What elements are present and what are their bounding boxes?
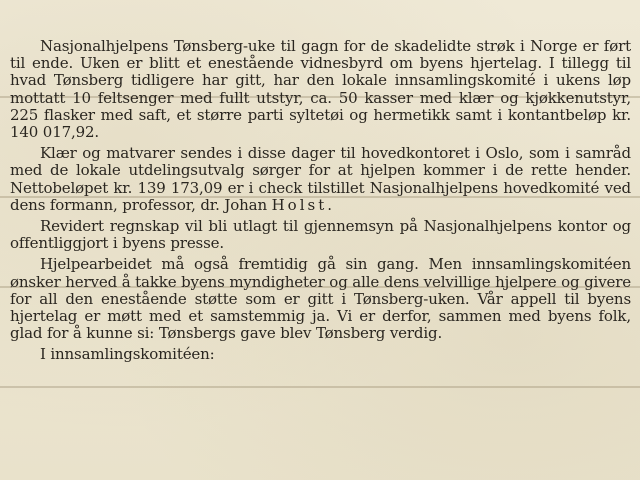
paragraph-thanks: Hjelpearbeidet må også fremtidig gå sin gang. Men innsamlingskomitéen ønsker herved å takke byens myndigheter og alle dens velvillige hjelpere og givere for all den enestående støtte som er gitt i Tønsberg-uken. Vår appell til byens hjertelag er møtt med et samstemmig ja. Vi er derfor, sammen med byens folk, glad for å kunne si: Tønsbergs gave blev Tønsberg verdig. [10,255,631,343]
paragraph-audited-accounts: Revidert regnskap vil bli utlagt til gjennemsyn på Nasjonalhjelpens kontor og offentliggjort i byens presse. [10,217,631,253]
paragraph-goods-text: Klær og matvarer sendes i disse dager til hovedkontoret i Oslo, som i samråd med de lokale utdelingsutvalg sørger for at hjelpen kommer i de rette hender. Nettobeløpet kr. 139 173,09 er i check tilstillet Nasjonalhjelpens hovedkomité ved dens formann, professor, dr. Johan [10,144,631,214]
name-holst: Holst [271,195,328,214]
paragraph-goods-end: . [327,195,332,214]
article-body [0,38,640,368]
paragraph-goods-and-check [10,145,631,214]
paragraph-tonsberg-week: Nasjonalhjelpens Tønsberg-uke til gagn for de skadelidte strøk i Norge er ført til ende. Uken er blitt et enestående vidnesbyrd om byens hjertelag. I tillegg til hvad Tønsberg tidligere har gitt, har den lokale innsamlingskomité i ukens løp mottatt 10 feltsenger med fullt utstyr, ca. 50 kasser med klær og kjøkkenutstyr, 225 flasker med saft, et større parti syltetøi og hermetikk samt i kontantbeløp kr. 140 017,92. [10,37,631,142]
paragraph-committee-signature: I innsamlingskomitéen: [40,345,215,364]
paper-fold-line [0,386,640,388]
